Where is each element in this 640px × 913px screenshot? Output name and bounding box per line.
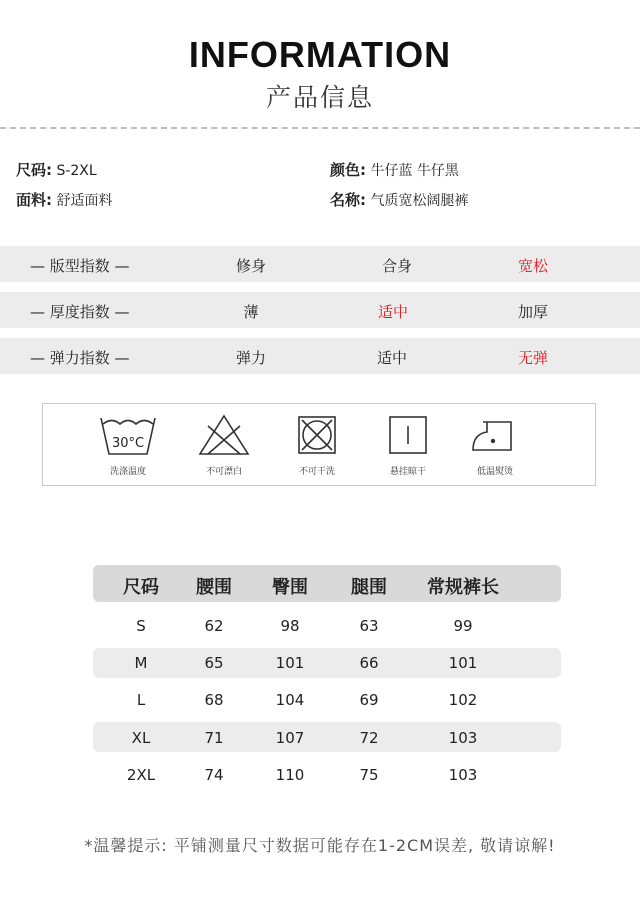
- wash-temp-text: 30°C: [111, 436, 145, 451]
- table-row-cell: 66: [359, 654, 379, 672]
- table-row-cell: 62: [204, 617, 224, 635]
- header-hip: 臀围: [272, 577, 308, 598]
- info-size-value: S-2XL: [56, 163, 97, 179]
- thickness-option-1: 薄: [243, 303, 259, 321]
- info-name-label: 名称:: [330, 191, 366, 209]
- stretch-option-1: 弹力: [235, 349, 266, 367]
- info-size-label: 尺码:: [16, 161, 52, 179]
- dashed-divider: [0, 127, 640, 129]
- stretch-option-3: 无弹: [517, 349, 548, 367]
- title-chinese: 产品信息: [265, 83, 374, 112]
- stretch-index-row: [0, 338, 640, 374]
- thickness-option-2: 适中: [377, 303, 408, 321]
- table-row-cell: 103: [448, 729, 478, 747]
- table-row-cell: 107: [275, 729, 305, 747]
- low-iron-icon: [467, 412, 523, 458]
- care-caption-hang-dry: 悬挂晾干: [389, 467, 426, 477]
- info-fabric: [16, 189, 112, 210]
- thickness-index-row: [0, 292, 640, 328]
- care-item-no-bleach: [184, 412, 264, 477]
- table-row-cell: 99: [453, 617, 473, 635]
- table-row-cell: XL: [131, 729, 151, 747]
- thickness-option-3: 加厚: [517, 303, 548, 321]
- care-item-hang-dry: [368, 412, 448, 477]
- table-row-cell: 101: [448, 654, 478, 672]
- care-caption-no-bleach: 不可漂白: [205, 467, 242, 477]
- thickness-index-label: — 厚度指数 —: [30, 303, 130, 321]
- table-row-cell: 65: [204, 654, 224, 672]
- title-english: INFORMATION: [188, 34, 452, 75]
- fit-index-row: [0, 246, 640, 282]
- table-row-cell: 102: [448, 691, 478, 709]
- info-size: [16, 159, 97, 180]
- info-color-label: 颜色:: [330, 161, 366, 179]
- table-row-cell: L: [136, 691, 146, 709]
- header-thigh: 腿围: [351, 577, 387, 598]
- no-dry-clean-icon: [294, 412, 340, 458]
- hang-dry-icon: [385, 412, 431, 458]
- header-waist: 腰围: [196, 577, 232, 598]
- measurement-tip: *温馨提示: 平铺测量尺寸数据可能存在1-2CM误差, 敬请谅解!: [84, 836, 556, 855]
- header-length: 常规裤长: [427, 577, 499, 598]
- table-row-cell: 68: [204, 691, 224, 709]
- care-item-no-dry-clean: [277, 412, 357, 477]
- stretch-index-label: — 弹力指数 —: [30, 349, 130, 367]
- care-item-wash: [88, 412, 168, 477]
- table-row-cell: 74: [204, 766, 224, 784]
- table-row-cell: 110: [275, 766, 305, 784]
- header-size: 尺码: [123, 577, 159, 598]
- table-row-cell: 2XL: [126, 766, 156, 784]
- table-row-cell: 72: [359, 729, 379, 747]
- care-instructions-box: [42, 403, 596, 486]
- table-row-cell: 71: [204, 729, 224, 747]
- fit-option-1: 修身: [235, 257, 266, 275]
- care-item-low-iron: [455, 412, 535, 477]
- care-caption-wash: 洗涤温度: [109, 467, 146, 477]
- info-fabric-value: 舒适面料: [56, 193, 113, 209]
- table-row-cell: 103: [448, 766, 478, 784]
- fit-option-3: 宽松: [517, 257, 548, 275]
- stretch-option-2: 适中: [376, 349, 407, 367]
- info-color-value: 牛仔蓝 牛仔黑: [370, 163, 459, 179]
- care-caption-low-iron: 低温熨烫: [476, 467, 513, 477]
- table-row-cell: 69: [359, 691, 379, 709]
- fit-index-label: — 版型指数 —: [30, 257, 130, 275]
- table-row-cell: 104: [275, 691, 305, 709]
- wash-30c-icon: [97, 412, 159, 458]
- no-bleach-icon: [196, 412, 252, 458]
- table-row-cell: 101: [275, 654, 305, 672]
- table-row-cell: 75: [359, 766, 379, 784]
- info-name-value: 气质宽松阔腿裤: [370, 193, 469, 209]
- info-name: [330, 189, 468, 210]
- table-row-cell: 98: [280, 617, 300, 635]
- info-color: [330, 159, 459, 180]
- fit-option-2: 合身: [381, 257, 412, 275]
- care-caption-no-dry-clean: 不可干洗: [298, 467, 335, 477]
- table-row-cell: M: [134, 654, 148, 672]
- info-fabric-label: 面料:: [16, 191, 52, 209]
- table-row-cell: S: [136, 617, 146, 635]
- table-row-cell: 63: [359, 617, 379, 635]
